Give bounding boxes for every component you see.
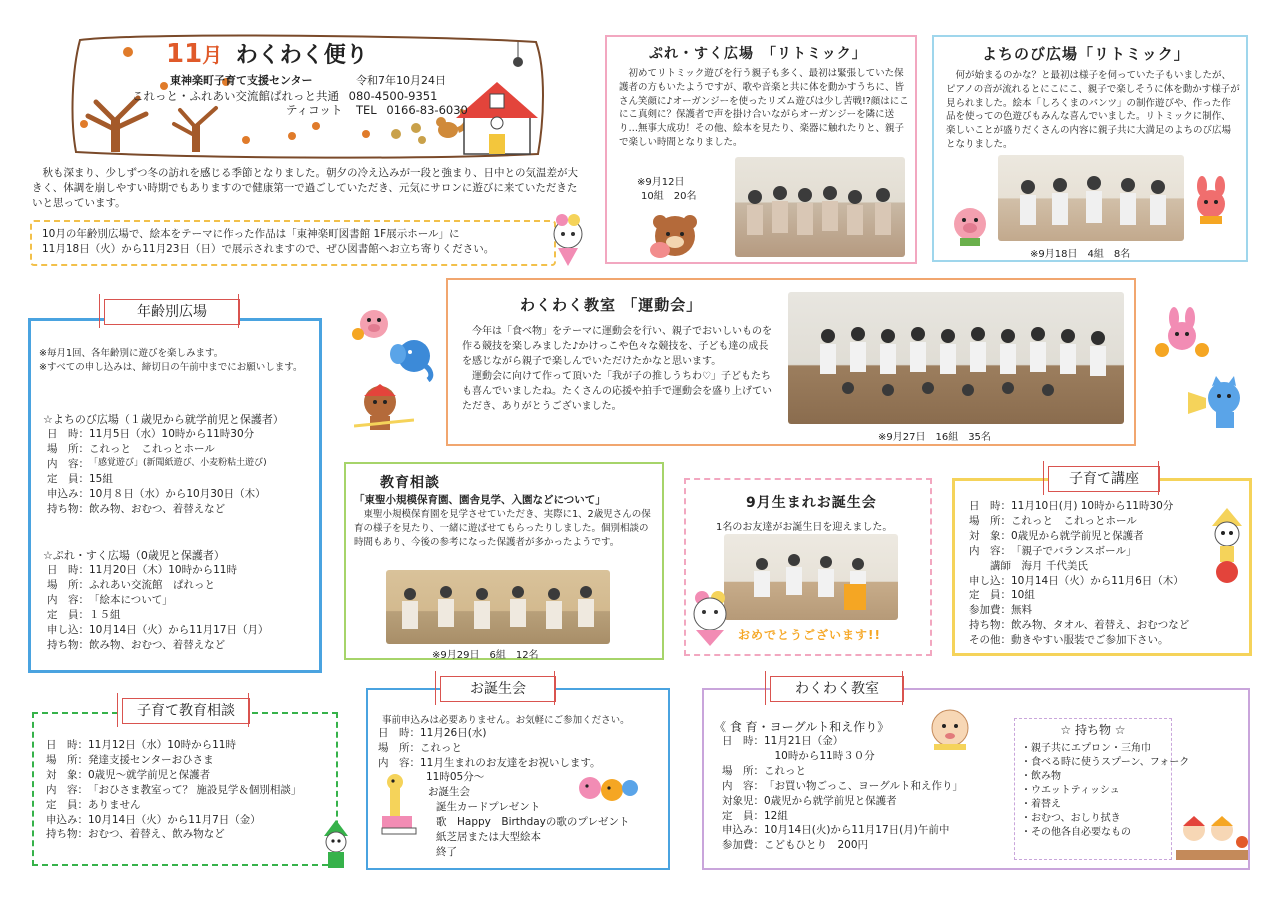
undokai-photo	[788, 292, 1124, 424]
otanjo-schedule	[378, 726, 668, 771]
koza-tab: 子育て講座	[1048, 466, 1160, 492]
sodan-body: 東聖小規模保育園を見学させていただき、実際に1、2歳児さんの保育の様子を見たり、一緒に遊ばせてもらったりしました。個別相談の時間もあり、今後の参考になった保護者が多かったようです。	[354, 509, 651, 548]
green-kid-mascot-icon	[316, 818, 356, 878]
schedule-row: 場 所： これっと	[378, 741, 462, 754]
schedule-row: 定 員： 15組	[47, 472, 113, 485]
undokai-report	[446, 278, 1136, 446]
nenrei-section	[28, 318, 322, 673]
organization-name: 東神楽町子育て支援センター	[170, 74, 313, 87]
yochi-title: よちのび広場「リトミック」	[982, 45, 1190, 63]
september-birthday-title: 9月生まれお誕生会	[746, 495, 877, 511]
intro-text: 秋も深まり、少しずつ冬の訪れを感じる季節となりました。朝夕の冷え込みが一段と強まり、日中との気温差が大きく、体調を崩しやすい時期でもありますので健康第一で過ごしていただき、元気にサロンに遊びに来ていただきたいと思っています。	[32, 167, 578, 209]
congratulations-banner: おめでとうございます!!	[738, 628, 881, 642]
ball-mascot-icon	[1206, 506, 1248, 588]
schedule-row: 定 員： 10組	[969, 589, 1035, 602]
schedule-row: 内 容： 「お買い物ごっこ、ヨーグルト和え作り」	[722, 779, 963, 792]
cat-megaphone-mascot-icon	[1184, 372, 1252, 436]
pre-schedule-title: ☆ぷれ・すく広場（0歳児と保護者）	[43, 549, 225, 562]
wakuwaku-title: 《 食 育・ヨーグルト和え作り》	[714, 720, 890, 734]
newsletter-title: わくわく便り	[235, 43, 368, 68]
schedule-row: 場 所： これっと	[722, 764, 806, 777]
notice-text: 10月の年齢別広場で、絵本をテーマに作った作品は「東神楽町図書館 1F展示ホール」に 11月18日（火）から11月23日（日）で展示されますので、ぜひ図書館へお立ち寄りください。	[42, 228, 495, 255]
schedule-row: 日 時： 11月12日（水）10時から11時	[46, 739, 236, 751]
program-item: 誕生カードプレゼント	[436, 800, 541, 813]
schedule-row: 内 容： 「親子でバランスボール」	[969, 544, 1137, 557]
phone-number-2: 0166-83-6030	[386, 103, 468, 117]
schedule-row: 日 時： 11月5日（水）10時から11時30分	[47, 428, 255, 440]
schedule-row: 場 所： これっと これっとホール	[47, 442, 215, 455]
elephant-mascot-icon	[390, 336, 440, 386]
schedule-row: 申込み： 10月８日（水）から10月30日（木）	[47, 487, 266, 500]
schedule-row: 申し込： 10月14日（火）から11月6日（木）	[969, 574, 1184, 587]
schedule-row: 日 時： 11月10日(月) 10時から11時30分	[969, 500, 1174, 512]
schedule-row: 持ち物： 飲み物、おむつ、着替えなど	[47, 638, 226, 651]
issue-date: 令和7年10月24日	[356, 74, 446, 87]
schedule-row: 持ち物： おむつ、着替え、飲み物など	[46, 828, 225, 841]
belongings-item: ・親子共にエプロン・三角巾	[1021, 743, 1151, 754]
schedule-row: 申し込： 10月14日（火）から11月17日（月）	[47, 623, 269, 636]
bear-runner-mascot-icon	[354, 380, 414, 440]
schedule-row: 参加費： こどもひとり 200円	[722, 839, 869, 852]
belongings-item: ・ウエットティッシュ	[1021, 785, 1120, 796]
yochi-body: 何が始まるのかな？と最初は様子を伺っていた子もいましたが、ピアノの音が流れるとにこにこ、親子で楽しそうに体を動かす様子が見られました。絵本「しろくまのパンツ」の制作遊びや、作った作品を使っての色遊びもみんな喜んでいました。リトミックに制作、楽しいことが盛りだくさんの内容に親子共に大満足のよちのび広場となりました。	[946, 70, 1240, 150]
yochi-photo	[998, 155, 1184, 241]
pig-mascot-icon	[948, 204, 992, 252]
facility-name-2: ティコット	[286, 103, 343, 117]
kyoiku-tab: 子育て教育相談	[122, 698, 250, 724]
schedule-row: 内 容： 「おひさま教室って？ 施設見学＆個別相談」	[46, 783, 302, 796]
baby-eating-icon	[926, 706, 976, 758]
schedule-row: 定 員： ありません	[46, 798, 141, 811]
schedule-row: 講師 海月 千代美氏	[979, 559, 1088, 572]
program-item: 11時05分～	[426, 771, 485, 783]
kyoiku-sodan-section	[32, 712, 338, 866]
schedule-row: 日 時： 11月20日（木）10時から11時	[47, 564, 237, 576]
schedule-row: 内 容： 「絵本について」	[47, 593, 173, 606]
flower-mascot-icon	[682, 588, 738, 652]
schedule-row: 定 員： １５組	[47, 608, 121, 621]
month-suffix: 月	[202, 43, 223, 67]
flower-girl-mascot-icon	[548, 212, 588, 272]
schedule-row: 内 容： 11月生まれのお友達をお祝いします。	[378, 756, 601, 769]
sodan-report	[344, 462, 664, 660]
pre-schedule	[47, 563, 319, 652]
program-item: 歌 Happy Birthdayの歌のプレゼント	[436, 815, 630, 828]
yochi-schedule-title: ☆よちのび広場（１歳児から就学前児と保護者）	[43, 413, 284, 426]
schedule-row: 場 所： ふれあい交流館 ぱれっと	[47, 578, 215, 591]
schedule-row: 申込み： 10月14日（火）から11月7日（金）	[46, 813, 261, 826]
notice-box	[30, 220, 556, 266]
belongings-title: ☆ 持ち物 ☆	[1060, 723, 1126, 737]
bear-mascot-icon	[648, 212, 702, 266]
yochi-schedule	[47, 427, 319, 516]
schedule-row: 参加費： 無料	[969, 604, 1032, 617]
undokai-caption: ※9月27日 16組 35名	[878, 432, 991, 443]
sodan-subtitle: 「東聖小規模保育園、園舎見学、入園などについて」	[354, 494, 606, 506]
otanjo-tab: お誕生会	[440, 676, 556, 702]
belongings-item: ・食べる時に使うスプーン、フォーク	[1021, 757, 1190, 768]
belongings-box	[1014, 718, 1190, 860]
schedule-row: 日 時： 11月21日（金） 10時から11時３０分	[722, 735, 875, 762]
giraffe-cake-mascot-icon	[374, 772, 426, 842]
schedule-row: 場 所： 発達支援センターおひさま	[46, 753, 214, 766]
belongings-item: ・その他各自必要なもの	[1021, 827, 1131, 838]
schedule-row: 日 時： 11月26日(水)	[378, 727, 487, 739]
schedule-row: その他： 動きやすい服装でご参加下さい。	[969, 634, 1169, 647]
animal-friends-icon	[576, 770, 638, 812]
belongings-item: ・おむつ、おしり拭き	[1021, 813, 1121, 824]
september-birthday-photo	[724, 534, 898, 620]
schedule-row: 内 容： 「感覚遊び」(新聞紙遊び、小麦粉粘土遊び)	[47, 457, 267, 470]
undokai-body: 今年は「食べ物」をテーマに運動会を行い、親子でおいしいものを作る競技を楽しみました♪かけっこや色々な競技を、子ども達の成長を感じながら親子で楽しんでいただけたかなと思います。 運動会に向けて作って頂いた「我が子の推しうちわ♡」子どもたちも喜んでいましたね。たくさんの応援や拍手で運動会を盛り上げていただき、ありがとうございました。	[462, 326, 772, 412]
children-veggies-icon	[1176, 812, 1248, 868]
kyoiku-schedule	[46, 738, 336, 842]
belongings-item: ・着替え	[1021, 799, 1061, 810]
sodan-title: 教育相談	[380, 475, 440, 491]
header-banner	[66, 30, 550, 162]
schedule-row: 持ち物： 飲み物、おむつ、着替えなど	[47, 502, 226, 515]
phone-number-1: 080-4500-9351	[348, 89, 438, 103]
pre-suku-date: ※9月12日	[637, 177, 685, 188]
yochi-caption: ※9月18日 4組 8名	[1030, 249, 1131, 260]
schedule-row: 対象児： 0歳児から就学前児と保護者	[722, 794, 897, 807]
sodan-photo	[386, 570, 610, 644]
program-item: 紙芝居または大型絵本	[436, 830, 541, 843]
nenrei-tab: 年齢別広場	[104, 299, 240, 325]
month-number: 11	[166, 39, 203, 69]
schedule-row: 対 象： 0歳児から就学前児と保護者	[969, 529, 1144, 542]
facility-name: これっと・ふれあい交流館ぱれっと共通	[132, 89, 339, 103]
schedule-row: 場 所： これっと これっとホール	[969, 514, 1137, 527]
pre-suku-title: ぷれ・すく広場 「リトミック」	[649, 46, 867, 62]
schedule-row: 申込み： 10月14日(火)から11月17日(月)午前中	[722, 824, 950, 837]
rabbit-cheer-mascot-icon	[1154, 306, 1210, 370]
rabbit-mascot-icon	[1188, 176, 1234, 230]
belongings-item: ・飲み物	[1021, 771, 1061, 782]
wakuwaku-tab: わくわく教室	[770, 676, 904, 702]
schedule-row: 対 象： 0歳児～就学前児と保護者	[46, 768, 211, 781]
nenrei-note-2: ※すべての申し込みは、締切日の午前中までにお願いします。	[39, 362, 303, 373]
otanjo-note: 事前申込みは必要ありません。お気軽にご参加ください。	[382, 715, 630, 726]
sodan-caption: ※9月29日 6組 12名	[432, 650, 539, 661]
undokai-title: わくわく教室 「運動会」	[520, 296, 703, 314]
tel-label: TEL	[356, 103, 377, 117]
pre-suku-count: 10組 20名	[641, 191, 697, 202]
pre-suku-body: 初めてリトミック遊びを行う親子も多く、最初は緊張していた保護者の方もいたようですが、歌や音楽と共に体を動かすうちに、皆さん笑顔に♪オーガンジーを使ったリズム遊びは少し苦戦!?顔はにこにこ真剣に？保護者で声を掛け合いながらオーガンジーを隣に送り…無事大成功！その他、絵本を見たり、楽器に触れたりと、親子で楽しい時間となりました。	[619, 68, 909, 148]
september-birthday-body: 1名のお友達がお誕生日を迎えました。	[716, 522, 893, 533]
program-item: 終了	[436, 845, 457, 858]
program-item: お誕生会	[428, 785, 470, 798]
pre-suku-photo	[735, 157, 905, 257]
schedule-row: 定 員： 12組	[722, 809, 788, 822]
wakuwaku-section	[702, 688, 1250, 870]
schedule-row: 持ち物： 飲み物、タオル、着替え、おむつなど	[969, 619, 1190, 632]
nenrei-note-1: ※毎月1回、各年齢別に遊びを楽しみます。	[39, 348, 224, 359]
